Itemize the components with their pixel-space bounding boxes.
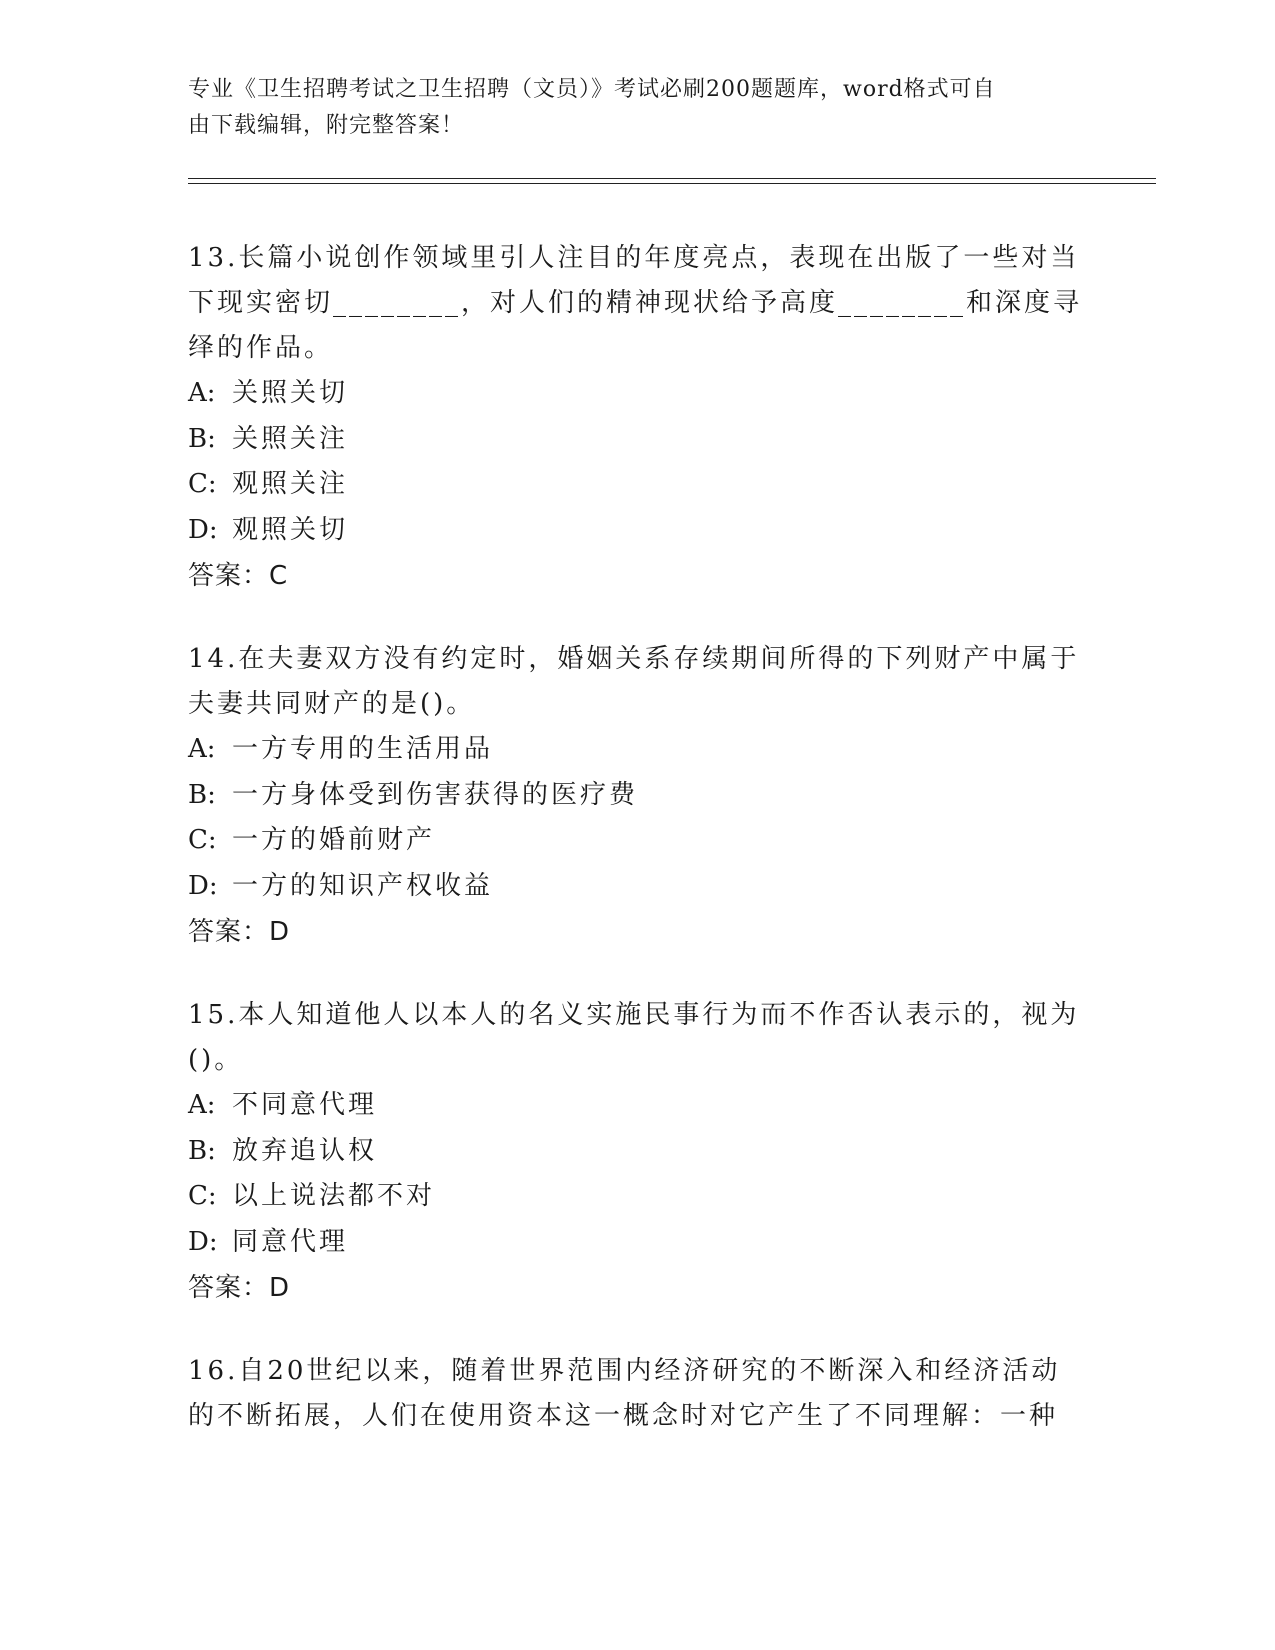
header-line-1: 专业《卫生招聘考试之卫生招聘（文员）》考试必刷200题题库，word格式可自: [188, 77, 996, 102]
question-text-line: 绎的作品。: [188, 333, 334, 363]
option-a: A: 不同意代理: [188, 1090, 378, 1120]
answer-line: 答案：D: [188, 1273, 291, 1303]
question-text-line: 15.本人知道他人以本人的名义实施民事行为而不作否认表示的，视为: [188, 1000, 1080, 1030]
header-divider-top: [188, 178, 1156, 179]
question-15: [188, 993, 1088, 1311]
header-divider-bottom: [188, 183, 1156, 184]
question-text-line: 夫妻共同财产的是()。: [188, 689, 476, 719]
option-d: D: 观照关切: [188, 514, 349, 545]
question-text-line: 16.自20世纪以来，随着世界范围内经济研究的不断深入和经济活动: [188, 1356, 1061, 1386]
option-b: B: 一方身体受到伤害获得的医疗费: [188, 779, 639, 810]
question-text-line: ()。: [188, 1045, 244, 1075]
option-b: B: 放弃追认权: [188, 1135, 378, 1166]
question-16: [188, 1349, 1088, 1439]
option-a: A: 一方专用的生活用品: [188, 734, 494, 764]
question-14: [188, 637, 1088, 955]
option-c: C: 以上说法都不对: [188, 1181, 436, 1211]
question-text-line: 的不断拓展，人们在使用资本这一概念时对它产生了不同理解：一种: [188, 1401, 1059, 1431]
option-d: D: 同意代理: [188, 1226, 349, 1257]
option-c: C: 一方的婚前财产: [188, 825, 436, 855]
question-text-line: 13.长篇小说创作领域里引人注目的年度亮点，表现在出版了一些对当: [188, 243, 1080, 273]
option-d: D: 一方的知识产权收益: [188, 870, 494, 901]
question-text-line: 14.在夫妻双方没有约定时，婚姻关系存续期间所得的下列财产中属于: [188, 644, 1080, 674]
question-list: [188, 236, 1088, 1477]
answer-line: 答案：C: [188, 561, 289, 591]
option-c: C: 观照关注: [188, 469, 349, 499]
header-line-2: 由下载编辑，附完整答案！: [188, 113, 465, 138]
question-13: [188, 236, 1088, 599]
option-b: B: 关照关注: [188, 423, 349, 454]
question-text-line: 下现实密切________，对人们的精神现状给予高度________和深度寻: [188, 288, 1083, 318]
answer-line: 答案：D: [188, 917, 291, 947]
option-a: A: 关照关切: [188, 378, 349, 408]
document-header: [188, 72, 1068, 144]
